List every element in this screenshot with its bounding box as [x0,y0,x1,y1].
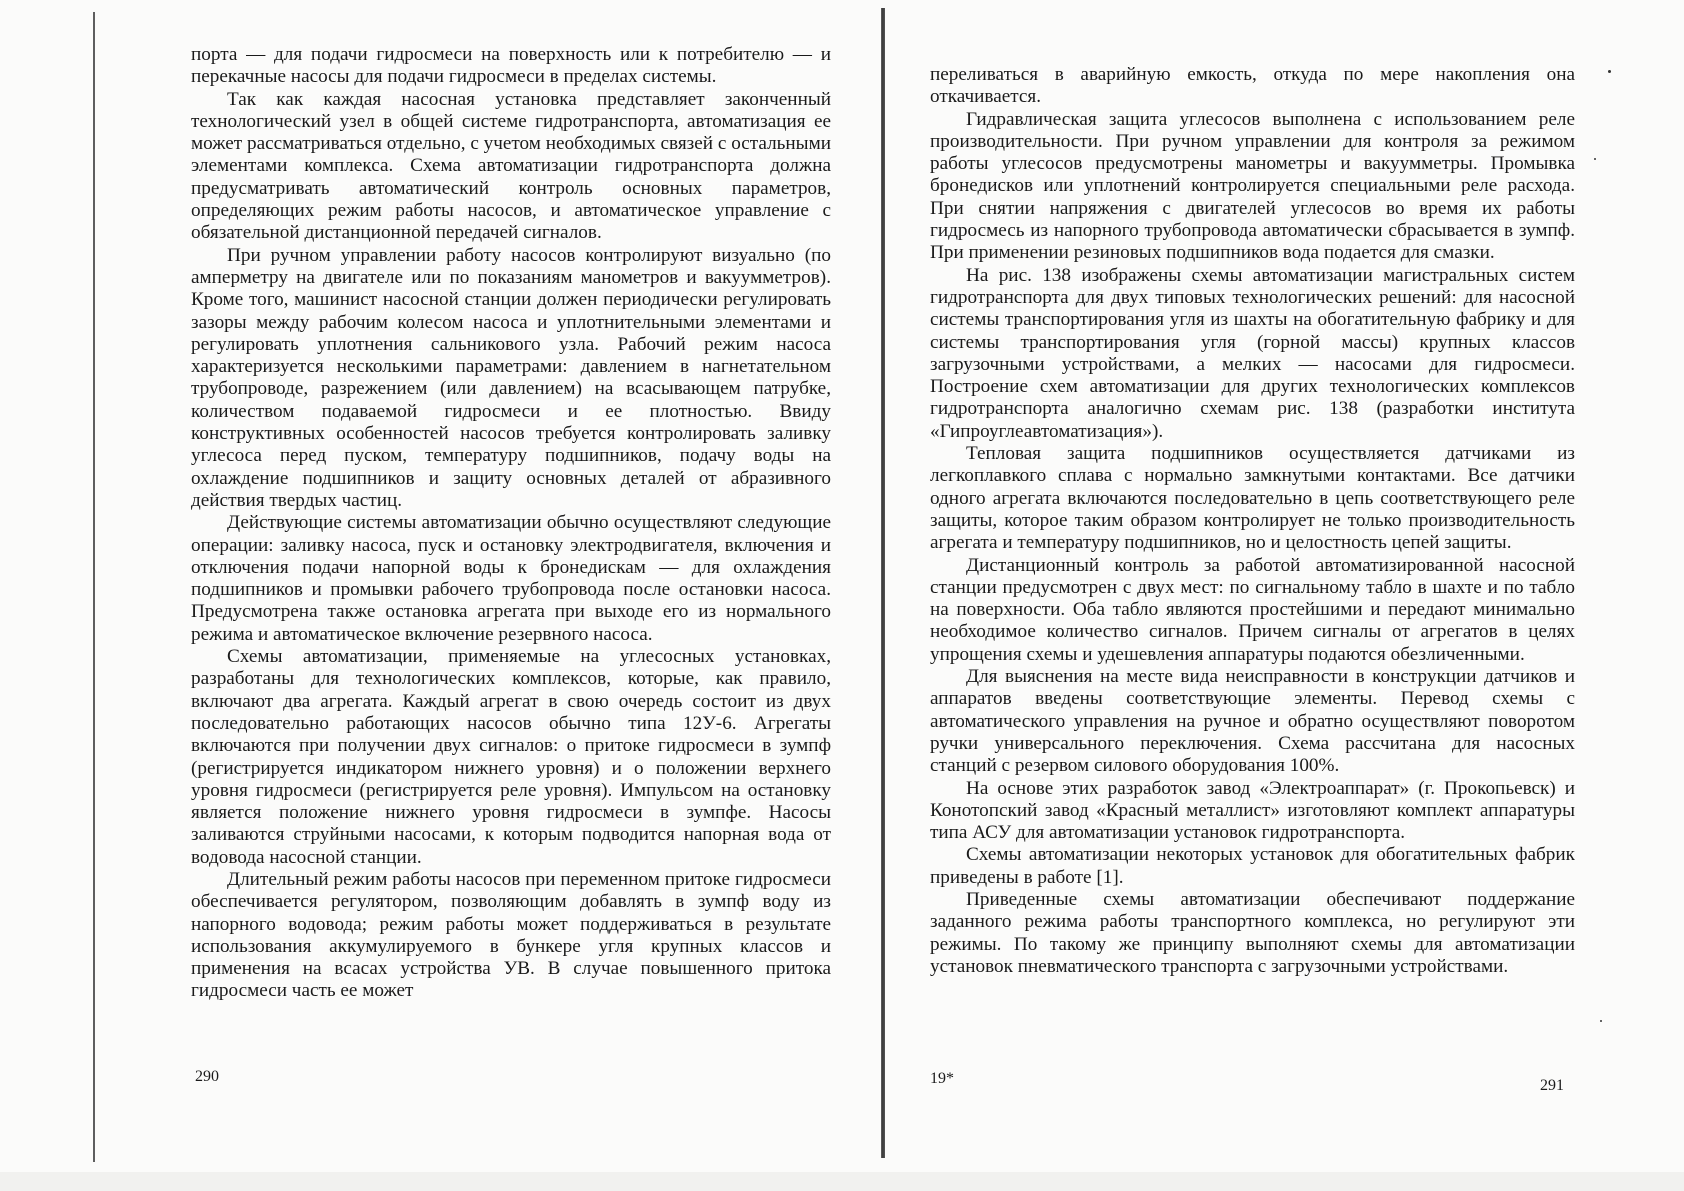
signature-mark: 19* [930,1070,954,1087]
paragraph: При ручном управлении работу насосов контролируют визуально (по амперметру на двигателе или по показаниям манометров и вакуумметров). Кроме того, машинист насосной станции должен периодически регулировать зазоры между рабочим колесом насоса и уплотнительными элементами и регулировать уплотнения сальникового узла. Рабочий режим насоса характеризуется несколькими параметрами: давлением в нагнетательном трубопроводе, разрежением (или давлением) на всасывающем патрубке, количеством подаваемой гидросмеси и ее плотностью. Ввиду конструктивных особенностей насосов требуется контролировать заливку углесоса перед пуском, температуру подшипников, подачу воды на охлаждение подшипников и защиту основных деталей от абразивного действия твердых частиц. [191,244,831,511]
bottom-margin [0,1172,1684,1191]
paragraph: Дистанционный контроль за работой автоматизированной насосной станции предусмотрен с двух мест: по сигнальному табло в шахте и по табло на поверхности. Оба табло являются простейшими и передают минимально необходимое количество сигналов. Причем сигналы от агрегатов в целях упрощения схемы и удешевления аппаратуры подаются обезличенными. [930,554,1575,665]
left-page-text [191,44,831,1003]
paragraph: Схемы автоматизации некоторых установок для обогатительных фабрик приведены в работе [1]. [930,844,1575,888]
page-number-left: 290 [195,1068,219,1085]
paragraph: На рис. 138 изображены схемы автоматизации магистральных систем гидротранспорта для двух типовых технологических решений: для насосной системы транспортирования угля из шахты на обогатительную фабрику и для системы транспортирования угля (горной массы) крупных классов загрузочными устройствами, а мелких — насосами для гидросмеси. Построение схем автоматизации для других технологических комплексов гидротранспорта аналогично схемам рис. 138 (разработки института «Гипроуглеавтоматизация»). [930,264,1575,442]
page-number-right: 291 [1540,1077,1564,1094]
paragraph: Для выяснения на месте вида неисправности в конструкции датчиков и аппаратов введены соответствующие элементы. Перевод схемы с автоматического управления на ручное и обратно осуществляют поворотом ручки универсального переключения. Схема рассчитана для насосных станций с резервом силового оборудования 100%. [930,666,1575,777]
paragraph: Длительный режим работы насосов при переменном притоке гидросмеси обеспечивается регулятором, позволяющим добавлять в зумпф воду из напорного водовода; режим работы может поддерживаться в результате использования аккумулируемого в бункере угля крупных классов и применения на всасах устройства УВ. В случае повышенного притока гидросмеси часть ее может [191,868,831,1002]
right-page-text [930,64,1575,978]
book-spine [881,8,885,1158]
paragraph: Приведенные схемы автоматизации обеспечивают поддержание заданного режима работы транспортного комплекса, но регулируют эти режимы. По такому же принципу выполняют схемы для автоматизации установок пневматического транспорта с загрузочными устройствами. [930,888,1575,977]
scan-speck [1608,70,1611,73]
page-edge-line [93,12,95,1162]
scan-speck [1594,158,1596,160]
paragraph: порта — для подачи гидросмеси на поверхность или к потребителю — и перекачные насосы для подачи гидросмеси в пределах системы. [191,44,831,88]
scan-speck [1600,1020,1602,1022]
paragraph: Тепловая защита подшипников осуществляется датчиками из легкоплавкого сплава с нормально замкнутыми контактами. Все датчики одного агрегата включаются последовательно в цепь соответствующего реле защиты, которое таким образом контролирует не только производительность агрегата и температуру подшипников, но и целостность цепей защиты. [930,443,1575,554]
paragraph: Гидравлическая защита углесосов выполнена с использованием реле производительности. При ручном управлении для контроля за режимом работы углесосов предусмотрены манометры и вакуумметры. Промывка бронедисков или уплотнений контролируется специальными реле расхода. При снятии напряжения с двигателей углесосов во время их работы гидросмесь из напорного трубопровода автоматически сбрасывается в зумпф. При применении резиновых подшипников вода подается для смазки. [930,108,1575,264]
paragraph: Действующие системы автоматизации обычно осуществляют следующие операции: заливку насоса, пуск и остановку электродвигателя, включения и отключения подачи напорной воды к бронедискам — для охлаждения подшипников и промывки рабочего трубопровода после остановки насоса. Предусмотрена также остановка агрегата при выходе его из нормального режима и автоматическое включение резервного насоса. [191,512,831,645]
paragraph: Схемы автоматизации, применяемые на углесосных установках, разработаны для технологических комплексов, которые, как правило, включают два агрегата. Каждый агрегат в свою очередь состоит из двух последовательно работающих насосов обычно типа 12У-6. Агрегаты включаются при получении двух сигналов: о притоке гидросмеси в зумпф (регистрируется индикатором нижнего уровня) и о положении верхнего уровня гидросмеси (регистрируется реле уровня). Импульсом на остановку является положение нижнего уровня гидросмеси в зумпфе. Насосы заливаются струйными насосами, к которым подводится напорная вода от водовода насосной станции. [191,646,831,868]
paragraph: На основе этих разработок завод «Электроаппарат» (г. Прокопьевск) и Конотопский завод «Красный металлист» изготовляют комплект аппаратуры типа АСУ для автоматизации установок гидротранспорта. [930,777,1575,844]
paragraph: Так как каждая насосная установка представляет законченный технологический узел в общей системе гидротранспорта, автоматизация ее может рассматриваться отдельно, с учетом необходимых связей с остальными элементами комплекса. Схема автоматизации гидротранспорта должна предусматривать автоматический контроль основных параметров, определяющих режим работы насосов, и автоматическое управление с обязательной дистанционной передачей сигналов. [191,88,831,244]
paragraph: переливаться в аварийную емкость, откуда по мере накопления она откачивается. [930,64,1575,108]
